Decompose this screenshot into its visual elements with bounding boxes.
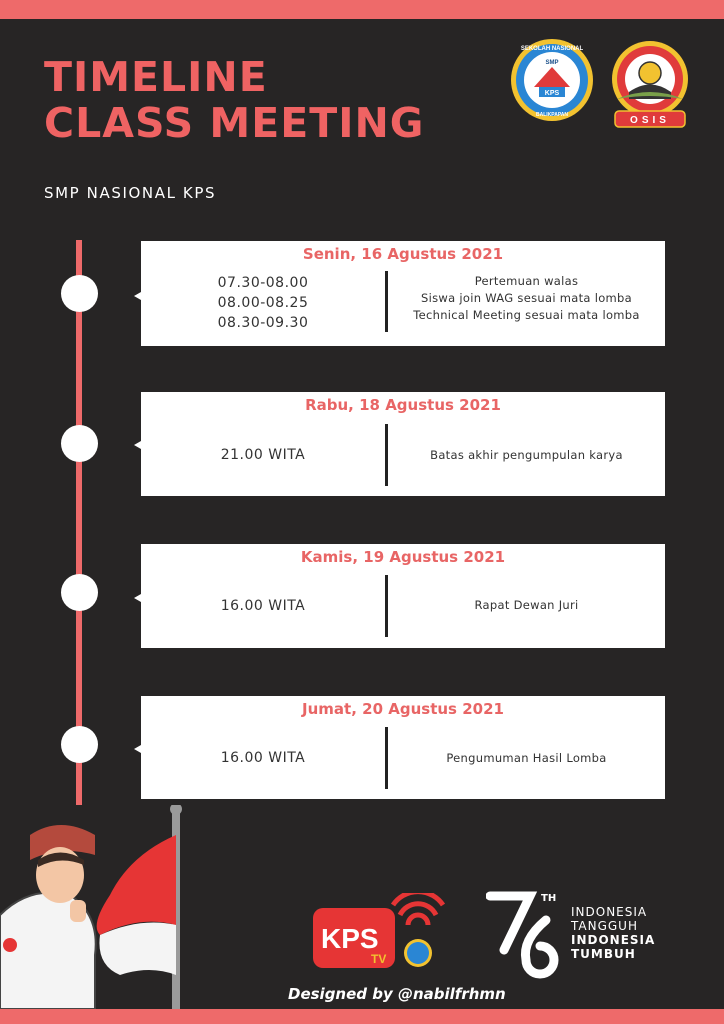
- event-times: [141, 445, 385, 465]
- title-line-2: CLASS MEETING: [44, 99, 425, 147]
- event-date: Rabu, 18 Agustus 2021: [305, 396, 501, 414]
- timeline-line: [76, 240, 82, 805]
- event-activity: Siswa join WAG sesuai mata lomba: [420, 291, 633, 305]
- card-pointer: [134, 441, 141, 449]
- timeline-dot: [61, 425, 98, 462]
- event-time: 16.00 WITA: [220, 598, 306, 614]
- school-logo-label: SMP: [545, 60, 559, 66]
- ri76-superscript: TH: [541, 893, 557, 904]
- event-date: Kamis, 19 Agustus 2021: [300, 548, 506, 566]
- kps-tv-logo-text: KPS: [321, 923, 379, 954]
- timeline-dot: [61, 574, 98, 611]
- card-pointer: [134, 745, 141, 753]
- osis-logo-label: OSIS: [630, 115, 670, 126]
- ri76-line: TANGGUH: [571, 919, 638, 933]
- timeline-card: [141, 696, 665, 799]
- osis-logo-icon: [607, 37, 693, 133]
- event-time: 08.00-08.25: [217, 295, 309, 311]
- designer-credit: Designed by @nabilfrhmn: [288, 985, 506, 1003]
- school-logo-icon: [509, 37, 595, 123]
- card-pointer: [134, 594, 141, 602]
- top-accent-bar: [0, 0, 724, 19]
- event-activities: [388, 447, 665, 464]
- timeline-dot: [61, 275, 98, 312]
- event-time: 07.30-08.00: [217, 275, 309, 291]
- event-activities: [388, 273, 665, 324]
- bottom-accent-bar: [0, 1009, 724, 1024]
- event-activity: Pertemuan walas: [474, 274, 579, 288]
- school-logo-badge: KPS: [544, 90, 560, 97]
- card-pointer: [134, 292, 141, 300]
- event-times: [141, 748, 385, 768]
- school-logo-ring-text: SEKOLAH NASIONAL: [520, 46, 584, 52]
- ri76-bold-line: TUMBUH: [571, 947, 636, 961]
- event-activity: Batas akhir pengumpulan karya: [430, 448, 623, 462]
- title-line-1: TIMELINE: [44, 53, 268, 101]
- kps-tv-logo-tv: TV: [371, 952, 387, 966]
- kps-tv-logo-icon: [313, 893, 453, 973]
- page-subtitle: SMP NASIONAL KPS: [44, 184, 217, 202]
- event-activities: [388, 597, 665, 614]
- event-time: 08.30-09.30: [217, 315, 309, 331]
- flag-bearer-illustration-icon: [0, 805, 200, 1009]
- ri76-tagline: [571, 905, 655, 961]
- ri76-line: INDONESIA: [571, 905, 648, 919]
- event-times: [141, 273, 385, 333]
- event-times: [141, 596, 385, 616]
- timeline-card: [141, 392, 665, 496]
- school-logo-city: BALIKPAPAN: [535, 112, 569, 118]
- event-time: 16.00 WITA: [220, 750, 306, 766]
- event-activity: Rapat Dewan Juri: [474, 598, 579, 612]
- event-date: Senin, 16 Agustus 2021: [302, 245, 504, 263]
- timeline-card: [141, 241, 665, 346]
- timeline-card: [141, 544, 665, 648]
- event-activity: Pengumuman Hasil Lomba: [446, 751, 607, 765]
- event-time: 21.00 WITA: [220, 447, 306, 463]
- event-activity: Technical Meeting sesuai mata lomba: [413, 308, 640, 322]
- page-title: [44, 54, 424, 146]
- timeline-dot: [61, 726, 98, 763]
- ri76-bold-line: INDONESIA: [571, 933, 656, 947]
- event-activities: [388, 750, 665, 767]
- event-date: Jumat, 20 Agustus 2021: [302, 700, 504, 718]
